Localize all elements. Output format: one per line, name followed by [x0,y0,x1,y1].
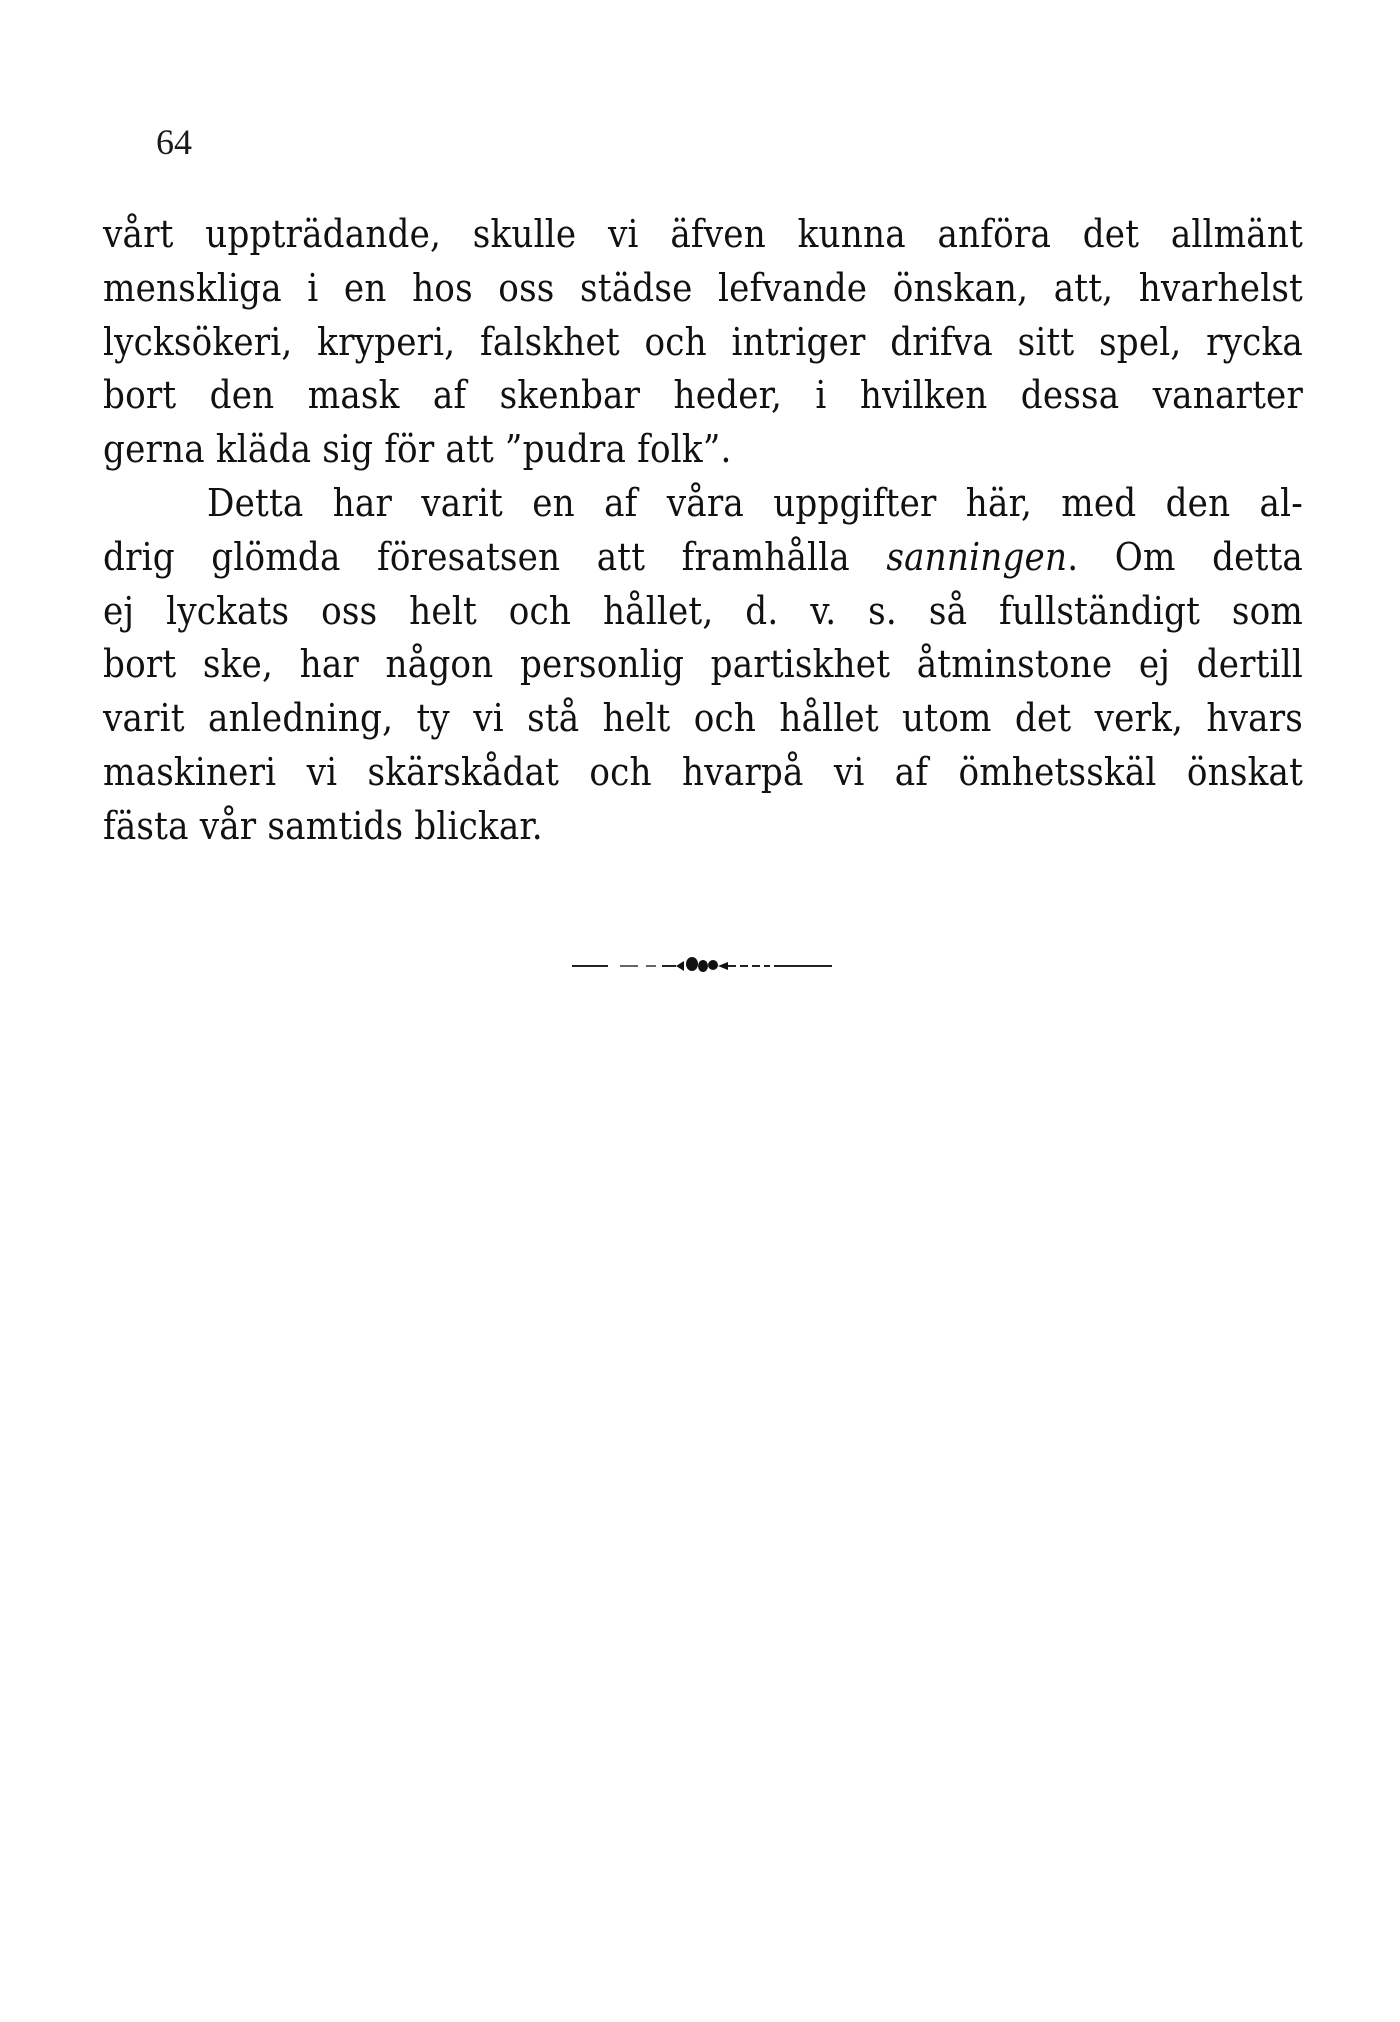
text-segment: . Om detta [1067,534,1304,579]
text-line: bort ske, har någon personlig partiskhet åtminstone ej dertill [103,642,1303,687]
text-line: menskliga i en hos oss städse lefvande önskan, att, hvarhelst [103,265,1303,310]
text-line: bort den mask af skenbar heder, i hvilken dessa vanarter [103,373,1303,418]
text-line: maskineri vi skärskådat och hvarpå vi af ömhetsskäl önskat [103,749,1303,794]
text-line: lycksökeri, kryperi, falskhet och intriger drifva sitt spel, rycka [103,319,1303,364]
text-line: vårt uppträdande, skulle vi äfven kunna anföra det allmänt [103,212,1303,256]
text-line: varit anledning, ty vi stå helt och hållet utom det verk, hvars [103,696,1303,741]
text-line: gerna kläda sig för att ”pudra folk”. [103,427,732,472]
text-line: Detta har varit en af våra uppgifter här, med den al- [207,480,1303,525]
body-text [103,208,1303,854]
text-segment: drig glömda föresatsen att framhålla [103,534,850,579]
emphasized-word: sanningen [886,534,1068,579]
page-number: 64 [156,122,192,162]
paragraph-2 [103,477,1303,854]
text-line: fästa vår samtids blickar. [103,803,543,848]
text-line: ej lyckats oss helt och hållet, d. v. s. så fullständigt som [103,588,1303,633]
paragraph-1 [103,208,1303,477]
ornamental-rule-icon [570,950,834,980]
text-line-with-emphasis [103,531,1303,585]
